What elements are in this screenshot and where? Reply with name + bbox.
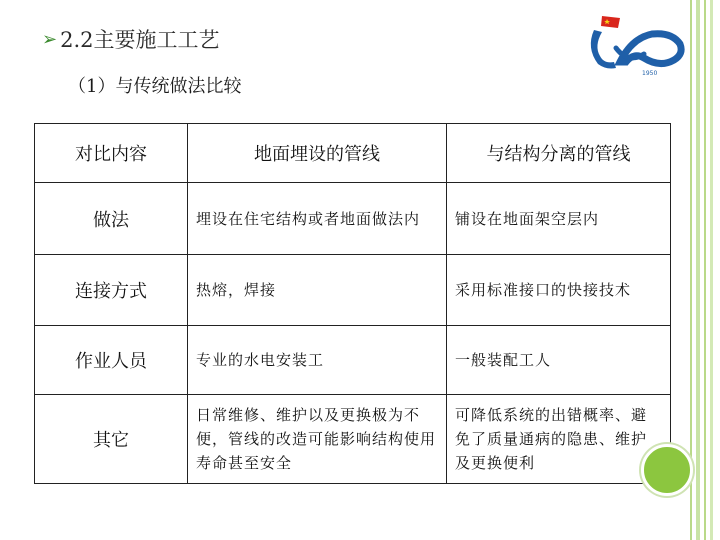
header-cell: 地面埋设的管线 (188, 124, 447, 183)
row-label: 做法 (35, 183, 188, 255)
cell-separated: 一般装配工人 (447, 326, 671, 395)
header-cell: 与结构分离的管线 (447, 124, 671, 183)
cell-buried: 日常维修、维护以及更换极为不便，管线的改造可能影响结构使用寿命甚至安全 (188, 395, 447, 484)
section-heading (42, 24, 220, 54)
subheading: （1）与传统做法比较 (68, 76, 242, 97)
section-heading-text: 2.2主要施工工艺 (60, 28, 220, 52)
decor-stripe (696, 0, 700, 540)
table-row (35, 326, 671, 395)
cell-buried: 热熔，焊接 (188, 255, 447, 326)
decor-circle (641, 444, 693, 496)
header-cell: 对比内容 (35, 124, 188, 183)
logo-year: 1950 (642, 70, 658, 77)
cell-separated: 铺设在地面架空层内 (447, 183, 671, 255)
cell-buried: 埋设在住宅结构或者地面做法内 (188, 183, 447, 255)
row-label: 其它 (35, 395, 188, 484)
table-row (35, 255, 671, 326)
company-logo (580, 8, 692, 80)
decor-stripe (704, 0, 706, 540)
cell-separated: 可降低系统的出错概率、避免了质量通病的隐患、维护及更换便利 (447, 395, 671, 484)
table-row (35, 183, 671, 255)
decor-stripe (710, 0, 713, 540)
table-row (35, 395, 671, 484)
table-header-row (35, 124, 671, 183)
comparison-table (34, 123, 671, 484)
row-label: 连接方式 (35, 255, 188, 326)
cell-buried: 专业的水电安装工 (188, 326, 447, 395)
arrow-bullet-icon: ➢ (42, 28, 58, 50)
cell-separated: 采用标准接口的快接技术 (447, 255, 671, 326)
row-label: 作业人员 (35, 326, 188, 395)
